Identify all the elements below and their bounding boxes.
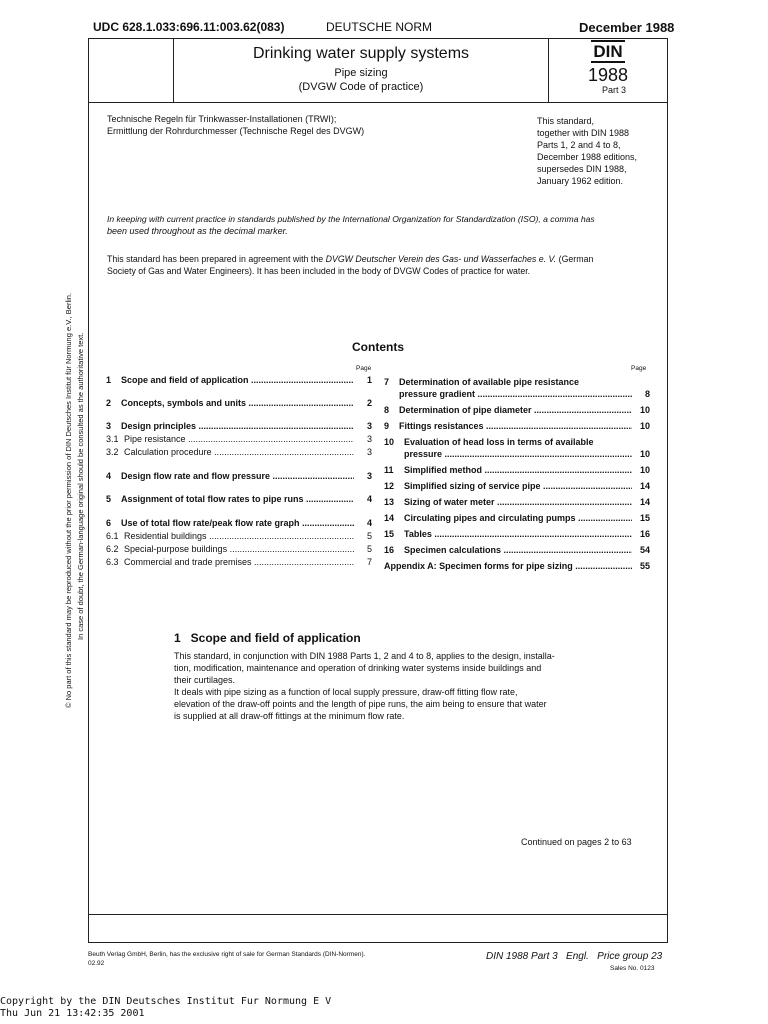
toc-entry — [384, 420, 650, 432]
toc-entry-page: 54 — [639, 545, 650, 555]
toc-entry-number: 13 — [384, 497, 395, 507]
toc-entry — [106, 446, 372, 458]
german-title — [107, 113, 364, 137]
issue-date: December 1988 — [579, 20, 675, 35]
title-center — [174, 44, 548, 94]
toc-entry — [106, 374, 372, 386]
toc-entry-page: 4 — [366, 518, 372, 528]
copyright-line: Thu Jun 21 13:42:35 2001 — [0, 1008, 145, 1019]
sales-number: Sales No. 0123 — [610, 965, 655, 972]
toc-entry-title: Special-purpose buildings ..... — [124, 543, 354, 555]
doc-title: Drinking water supply systems — [252, 45, 470, 62]
toc-entry-title-continued: pressure gradient ..... — [399, 388, 632, 400]
toc-entry — [384, 496, 650, 508]
toc-entry-number: 6.1 — [106, 531, 119, 541]
din-number: 1988 — [587, 65, 629, 85]
toc-entry-page: 4 — [366, 494, 372, 504]
toc-entry-title: Simplified method ..... — [404, 464, 632, 476]
toc-entry-number: 10 — [384, 437, 395, 447]
section1-line: tion, modification, maintenance and operation of drinking water systems inside buildings and — [174, 663, 542, 673]
toc-entry-number: 8 — [384, 405, 390, 415]
supersedes-line: January 1962 edition. — [537, 176, 624, 186]
toc-entry-title: Residential buildings ..... — [124, 530, 354, 542]
toc-entry — [106, 556, 372, 568]
toc-entry-title: Appendix A: Specimen forms for pipe sizing ..... — [384, 560, 632, 572]
toc-entry-title: Calculation procedure ..... — [124, 446, 354, 458]
toc-entry — [384, 544, 650, 556]
toc-entry-number: 3 — [106, 421, 112, 431]
din-logo: DIN — [593, 42, 623, 61]
section1-line: elevation of the draw-off points and the length of pipe runs, the aim being to ensure that water — [174, 699, 547, 709]
toc-entry-number: 9 — [384, 421, 390, 431]
dvgw-note-line2: Society of Gas and Water Engineers). It has been included in the body of DVGW Codes of practice for water. — [107, 266, 531, 276]
toc-entry-page: 7 — [366, 557, 372, 567]
toc-entry-page: 10 — [639, 449, 650, 459]
toc-entry — [106, 543, 372, 555]
toc-entry — [384, 528, 650, 540]
beuth-note: Beuth Verlag GmbH, Berlin, has the exclusive right of sale for German Standards (DIN-Normen). — [88, 951, 366, 958]
side-copyright-line2: In case of doubt, the German-language original should be consulted as the authoritative text. — [76, 332, 85, 640]
din-part: Part 3 — [601, 85, 626, 95]
copyright-line: Copyright by the DIN Deutsches Institut Fur Normung E V — [0, 996, 332, 1007]
toc-entry-page: 15 — [639, 513, 650, 523]
divider-title — [88, 102, 668, 103]
contents-heading: Contents — [352, 340, 404, 354]
toc-entry-number: 3.2 — [106, 447, 119, 457]
supersedes-line: supersedes DIN 1988, — [537, 164, 627, 174]
toc-entry-page: 10 — [639, 405, 650, 415]
toc-entry-title: Circulating pipes and circulating pumps ..... — [404, 512, 632, 524]
toc-entry-page: 2 — [366, 398, 372, 408]
toc-entry-number: 12 — [384, 481, 395, 491]
toc-entry-page: 5 — [366, 544, 372, 554]
toc-entry-number: 6.3 — [106, 557, 119, 567]
toc-entry — [384, 448, 650, 460]
toc-entry — [106, 397, 372, 409]
din-block — [549, 40, 667, 96]
footer-left — [88, 950, 365, 968]
toc-entry-title: Sizing of water meter ..... — [404, 496, 632, 508]
dvgw-note-post: (German — [556, 254, 594, 264]
page-label-left: Page — [356, 365, 372, 372]
toc-entry-title: Commercial and trade premises ..... — [124, 556, 354, 568]
dvgw-note-pre: This standard has been prepared in agreement with the — [107, 254, 326, 264]
doc-subtitle: Pipe sizing — [334, 67, 388, 79]
toc-entry-title: Assignment of total flow rates to pipe runs ..... — [121, 493, 354, 505]
toc-entry-number: 6.2 — [106, 544, 119, 554]
toc-entry-number: 14 — [384, 513, 395, 523]
toc-entry-page: 3 — [366, 447, 372, 457]
divider-bottom — [88, 914, 668, 915]
iso-note — [107, 213, 655, 237]
toc-entry-page: 3 — [366, 421, 372, 431]
toc-entry-number: 4 — [106, 471, 112, 481]
iso-note-line: been used throughout as the decimal marker. — [107, 226, 288, 236]
iso-note-line: In keeping with current practice in standards published by the International Organization for Standardization (ISO), a comma has — [107, 214, 595, 224]
toc-entry-title: Scope and field of application ..... — [121, 374, 354, 386]
toc-entry-page: 3 — [366, 434, 372, 444]
toc-entry-number: 1 — [106, 375, 112, 385]
toc-entry-title-continued: pressure ..... — [404, 448, 632, 460]
toc-entry-title: Tables ..... — [404, 528, 632, 540]
toc-entry-title: Simplified sizing of service pipe ..... — [404, 480, 632, 492]
toc-entry — [106, 420, 372, 432]
toc-entry — [106, 470, 372, 482]
footer-reference: DIN 1988 Part 3 Engl. Price group 23 — [486, 951, 663, 962]
toc-right-column — [384, 374, 650, 574]
section1-line: is supplied at all draw-off fittings at the minimum flow rate. — [174, 711, 405, 721]
toc-entry-title: Evaluation of head loss in terms of available — [404, 437, 594, 447]
toc-entry-title: Concepts, symbols and units ..... — [121, 397, 354, 409]
toc-entry-title: Design principles ..... — [121, 420, 354, 432]
toc-entry-page: 14 — [639, 497, 650, 507]
toc-entry-number: 5 — [106, 494, 112, 504]
toc-entry — [106, 433, 372, 445]
section1-line: their curtilages. — [174, 675, 236, 685]
toc-entry-page: 3 — [366, 471, 372, 481]
copyright-stamp — [0, 996, 331, 1020]
supersedes-note — [537, 115, 637, 187]
supersedes-line: Parts 1, 2 and 4 to 8, — [537, 140, 621, 150]
toc-entry-page: 5 — [366, 531, 372, 541]
toc-entry-page: 10 — [639, 465, 650, 475]
toc-entry-title: Determination of pipe diameter ..... — [399, 404, 632, 416]
toc-entry-title-line — [384, 376, 650, 388]
toc-entry-page: 16 — [639, 529, 650, 539]
toc-entry-title: Determination of available pipe resistance — [399, 377, 580, 387]
toc-entry-number: 11 — [384, 465, 394, 475]
toc-entry — [384, 388, 650, 400]
dvgw-note — [107, 253, 655, 277]
toc-entry — [384, 560, 650, 572]
toc-entry-page: 8 — [644, 389, 650, 399]
toc-entry — [384, 464, 650, 476]
toc-entry — [384, 512, 650, 524]
german-title-line: Technische Regeln für Trinkwasser-Installationen (TRWI); — [107, 114, 337, 124]
german-title-line: Ermittlung der Rohrdurchmesser (Technische Regel des DVGW) — [107, 126, 365, 136]
toc-entry — [384, 480, 650, 492]
toc-entry-title-line — [384, 436, 650, 448]
toc-entry-number: 6 — [106, 518, 112, 528]
continued-note: Continued on pages 2 to 63 — [521, 837, 632, 847]
toc-entry-page: 55 — [639, 561, 650, 571]
toc-left-column — [106, 374, 372, 574]
doc-subtitle-code: (DVGW Code of practice) — [298, 81, 424, 93]
toc-entry — [106, 517, 372, 529]
toc-entry-number: 3.1 — [106, 434, 119, 444]
toc-entry — [106, 530, 372, 542]
toc-entry-title: Pipe resistance ..... — [124, 433, 354, 445]
toc-entry-title: Specimen calculations ..... — [404, 544, 632, 556]
toc-entry-number: 7 — [384, 377, 390, 387]
section1-body — [174, 650, 594, 722]
supersedes-line: December 1988 editions, — [537, 152, 638, 162]
toc-entry — [384, 404, 650, 416]
footer-code: 02.92 — [88, 960, 105, 967]
toc-entry — [106, 493, 372, 505]
supersedes-line: This standard, — [537, 116, 595, 126]
toc-entry-title: Use of total flow rate/peak flow rate graph ..... — [121, 517, 354, 529]
toc-entry-page: 10 — [639, 421, 650, 431]
section1-heading: 1 Scope and field of application — [174, 631, 361, 645]
side-copyright-line1: © No part of this standard may be reproduced without the prior permission of DIN Deutsches Institut für Normung e.V., Berlin. — [64, 292, 73, 708]
toc-entry-page: 14 — [639, 481, 650, 491]
toc-entry-page: 1 — [366, 375, 372, 385]
supersedes-line: together with DIN 1988 — [537, 128, 630, 138]
section1-line: It deals with pipe sizing as a function of local supply pressure, draw-off fitting flow rate, — [174, 687, 518, 697]
toc-entry-number: 16 — [384, 545, 395, 555]
toc-entry-title: Design flow rate and flow pressure ..... — [121, 470, 354, 482]
toc-entry-title: Fittings resistances ..... — [399, 420, 632, 432]
toc-entry-number: 2 — [106, 398, 112, 408]
norm-label: DEUTSCHE NORM — [326, 20, 433, 34]
page-label-right: Page — [631, 365, 647, 372]
dvgw-note-org: DVGW Deutscher Verein des Gas- und Wasserfaches e. V. — [325, 254, 557, 264]
toc-entry-number: 15 — [384, 529, 395, 539]
udc-code: UDC 628.1.033:696.11:003.62(083) — [93, 20, 285, 34]
section1-line: This standard, in conjunction with DIN 1988 Parts 1, 2 and 4 to 8, applies to the design, installa- — [174, 651, 555, 661]
